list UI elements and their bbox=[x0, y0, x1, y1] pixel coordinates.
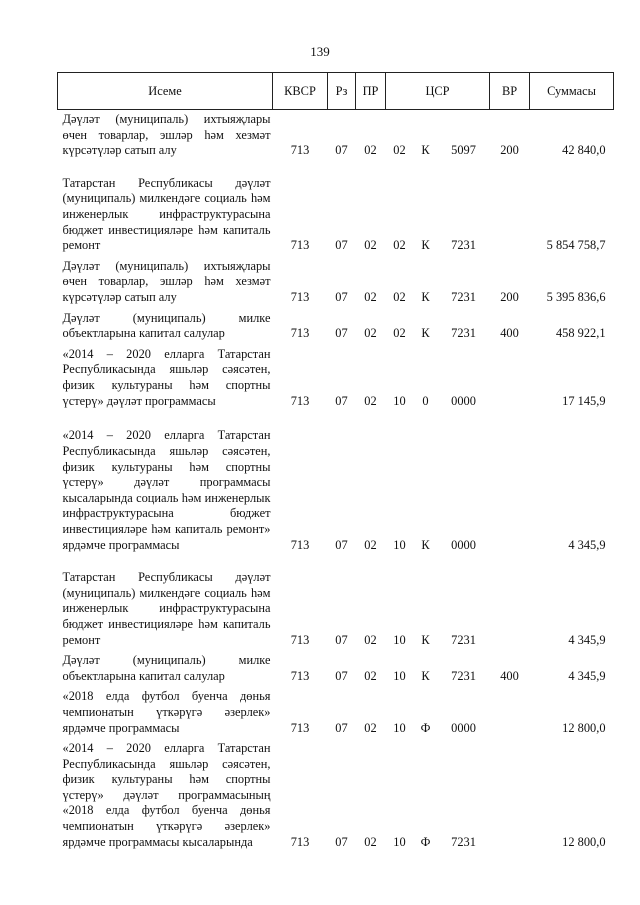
row-csr-code: 5097 bbox=[451, 143, 476, 158]
table-row bbox=[58, 162, 614, 257]
row-name: Татарстан Республикасы дәүләт (муниципаль) милкендәге социаль һәм инженерлык инфраструктурасына бюджет инвестицияләре һәм капиталь ремонт bbox=[62, 175, 271, 253]
table-row bbox=[58, 556, 614, 651]
row-sum: 17 145,9 bbox=[562, 393, 606, 408]
row-name: Дәүләт (муниципаль) ихтыяҗлары өчен товарлар, эшләр һәм хезмәт күрсәтүләр сатып алу bbox=[62, 258, 271, 304]
row-vr: 400 bbox=[500, 668, 519, 683]
row-rz: 07 bbox=[335, 143, 348, 158]
row-csr-subprogram: К bbox=[421, 238, 430, 253]
row-kvsr: 713 bbox=[290, 393, 310, 408]
row-vr bbox=[490, 345, 530, 412]
header-name: Исеме bbox=[58, 73, 273, 110]
row-sum: 4 345,9 bbox=[568, 632, 606, 647]
row-csr-program: 10 bbox=[393, 720, 406, 735]
row-kvsr: 713 bbox=[290, 238, 310, 253]
row-csr-subprogram: Ф bbox=[420, 834, 431, 849]
row-csr-code: 7231 bbox=[451, 326, 476, 341]
row-csr-program: 10 bbox=[393, 834, 406, 849]
row-name: «2014 – 2020 елларга Татарстан Республикасында яшьләр сәясәтен, физик культураны һәм спортны үстерү» дәүләт программасы bbox=[62, 346, 271, 408]
row-vr bbox=[490, 687, 530, 739]
row-pr: 02 bbox=[364, 537, 377, 552]
row-csr-subprogram: Ф bbox=[420, 720, 431, 735]
row-kvsr: 713 bbox=[290, 326, 310, 341]
row-pr: 02 bbox=[364, 289, 377, 304]
header-csr: ЦСР bbox=[386, 73, 490, 110]
row-csr-program: 10 bbox=[393, 393, 406, 408]
row-vr bbox=[490, 556, 530, 651]
row-name: Татарстан Республикасы дәүләт (муниципаль) милкендәге социаль һәм инженерлык инфраструктурасына бюджет инвестицияләре һәм капиталь ремонт bbox=[62, 570, 271, 647]
row-csr-subprogram: К bbox=[421, 632, 430, 647]
row-sum: 5 854 758,7 bbox=[546, 238, 606, 253]
row-kvsr: 713 bbox=[290, 143, 310, 158]
row-sum: 12 800,0 bbox=[562, 720, 606, 735]
row-csr-code: 7231 bbox=[451, 632, 476, 647]
row-rz: 07 bbox=[335, 326, 348, 341]
row-vr: 400 bbox=[500, 326, 519, 341]
row-name: Дәүләт (муниципаль) милке объектларына капитал салулар bbox=[62, 310, 271, 341]
header-sum: Суммасы bbox=[530, 73, 614, 110]
table-row bbox=[58, 309, 614, 345]
row-name: Дәүләт (муниципаль) ихтыяҗлары өчен товарлар, эшләр һәм хезмәт күрсәтүләр сатып алу bbox=[62, 112, 271, 158]
row-csr-subprogram: К bbox=[421, 537, 430, 552]
row-csr-program: 02 bbox=[393, 289, 406, 304]
row-rz: 07 bbox=[335, 393, 348, 408]
row-csr-program: 10 bbox=[393, 668, 406, 683]
row-pr: 02 bbox=[364, 143, 377, 158]
row-kvsr: 713 bbox=[290, 720, 310, 735]
row-csr-code: 0000 bbox=[451, 537, 476, 552]
row-vr bbox=[490, 412, 530, 556]
row-kvsr: 713 bbox=[290, 834, 310, 849]
row-kvsr: 713 bbox=[290, 632, 310, 647]
row-rz: 07 bbox=[335, 238, 348, 253]
row-csr-program: 10 bbox=[393, 537, 406, 552]
row-csr-subprogram: К bbox=[421, 326, 430, 341]
row-csr-program: 10 bbox=[393, 632, 406, 647]
row-name: «2018 елда футбол буенча дөнья чемпионатын үткәрүгә әзерлек» ярдәмче программасы bbox=[62, 689, 271, 735]
row-vr bbox=[490, 162, 530, 257]
row-vr: 200 bbox=[500, 143, 519, 158]
row-vr: 200 bbox=[500, 289, 519, 304]
row-rz: 07 bbox=[335, 632, 348, 647]
row-csr-subprogram: К bbox=[421, 143, 430, 158]
row-pr: 02 bbox=[364, 632, 377, 647]
row-kvsr: 713 bbox=[290, 668, 310, 683]
row-rz: 07 bbox=[335, 289, 348, 304]
table-row bbox=[58, 110, 614, 162]
row-name: Дәүләт (муниципаль) милке объектларына капитал салулар bbox=[62, 653, 271, 683]
row-csr-code: 7231 bbox=[451, 238, 476, 253]
row-sum: 458 922,1 bbox=[555, 326, 606, 341]
header-kvsr: КВСР bbox=[273, 73, 328, 110]
row-csr-subprogram: К bbox=[421, 289, 430, 304]
row-sum: 4 345,9 bbox=[568, 537, 606, 552]
table-row bbox=[58, 257, 614, 309]
row-name: «2014 – 2020 елларга Татарстан Республикасында яшьләр сәясәтен, физик культураны һәм спортны үстерү» дәүләт программасы кысаларында социаль һәм инженерлык инфраструктурасына бюджет инвестицияләре һәм капиталь ремонт» ярдәмче программасы bbox=[62, 428, 271, 552]
row-sum: 42 840,0 bbox=[562, 143, 606, 158]
row-pr: 02 bbox=[364, 326, 377, 341]
row-kvsr: 713 bbox=[290, 289, 310, 304]
table-row bbox=[58, 739, 614, 853]
row-sum: 12 800,0 bbox=[562, 834, 606, 849]
row-vr bbox=[490, 739, 530, 853]
table-row bbox=[58, 345, 614, 412]
row-csr-code: 7231 bbox=[451, 289, 476, 304]
table-row bbox=[58, 412, 614, 556]
row-csr-code: 7231 bbox=[451, 668, 476, 683]
budget-table bbox=[57, 72, 614, 853]
row-kvsr: 713 bbox=[290, 537, 310, 552]
row-pr: 02 bbox=[364, 720, 377, 735]
row-csr-subprogram: 0 bbox=[422, 393, 429, 408]
table-row bbox=[58, 687, 614, 739]
table-header-row bbox=[58, 73, 614, 110]
row-pr: 02 bbox=[364, 834, 377, 849]
row-sum: 5 395 836,6 bbox=[546, 289, 606, 304]
row-csr-program: 02 bbox=[393, 326, 406, 341]
header-vr: ВР bbox=[490, 73, 530, 110]
row-pr: 02 bbox=[364, 393, 377, 408]
row-csr-program: 02 bbox=[393, 238, 406, 253]
row-csr-code: 0000 bbox=[451, 720, 476, 735]
row-rz: 07 bbox=[335, 537, 348, 552]
row-pr: 02 bbox=[364, 668, 377, 683]
row-rz: 07 bbox=[335, 720, 348, 735]
page-number: 139 bbox=[310, 44, 330, 59]
header-pr: ПР bbox=[356, 73, 386, 110]
row-sum: 4 345,9 bbox=[568, 668, 606, 683]
row-rz: 07 bbox=[335, 834, 348, 849]
header-rz: Рз bbox=[328, 73, 356, 110]
row-csr-code: 7231 bbox=[451, 834, 476, 849]
row-name: «2014 – 2020 елларга Татарстан Республикасында яшьләр сәясәтен, физик культураны һәм спортны үстерү» дәүләт программасының «2018 елда футбол буенча дөнья чемпионатын үткәрүгә әзерлек» ярдәмче программасы кысаларында bbox=[62, 741, 271, 849]
row-rz: 07 bbox=[335, 668, 348, 683]
row-csr-subprogram: К bbox=[421, 668, 430, 683]
row-csr-code: 0000 bbox=[451, 393, 476, 408]
row-pr: 02 bbox=[364, 238, 377, 253]
table-row bbox=[58, 651, 614, 687]
row-csr-program: 02 bbox=[393, 143, 406, 158]
